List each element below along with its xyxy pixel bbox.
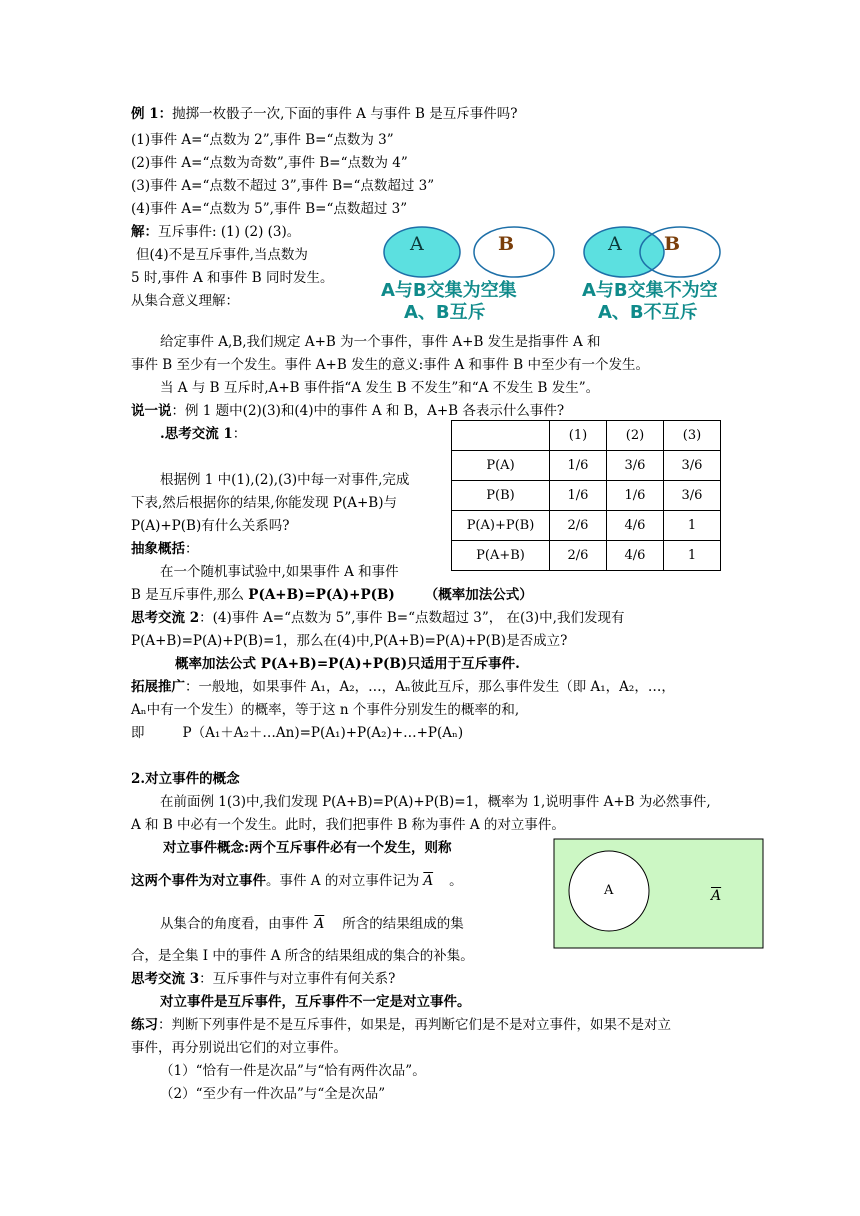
think-3-conclusion: 对立事件是互斥事件，互斥事件不一定是对立事件。 (160, 994, 471, 1010)
venn-1-caption-2: A、B互斥 (404, 302, 486, 323)
think-1-heading: .思考交流 1： (160, 426, 247, 442)
table-header: (2) (607, 421, 664, 451)
table-cell: 1/6 (550, 451, 607, 481)
solution-line-3: 5 时,事件 A 和事件 B 同时发生。 (131, 270, 334, 286)
example-1-label: 例 1： (131, 106, 173, 122)
table-cell: 2/6 (550, 511, 607, 541)
probability-table (451, 420, 721, 571)
extend-label: 拓展推广 (131, 679, 185, 695)
venn-diagram-overlap (578, 222, 768, 288)
a-complement-symbol: $\overline{A}$ (423, 873, 434, 889)
table-row (452, 481, 721, 511)
table-cell: 1 (664, 511, 721, 541)
addition-formula: P(A+B)=P(A)+P(B) (248, 587, 395, 603)
def-sum-line-1: 给定事件 A,B,我们规定 A+B 为一个事件，事件 A+B 发生是指事件 A 和 (160, 334, 601, 350)
venn-1-label-a: A (410, 233, 424, 255)
abstract-line-1: 在一个随机事试验中,如果事件 A 和事件 (160, 564, 399, 580)
venn-diagram-disjoint (376, 222, 566, 288)
think-1-line-3: P(A)+P(B)有什么关系吗? (131, 518, 290, 534)
table-cell: P(B) (452, 481, 550, 511)
abstract-heading: 抽象概括： (131, 541, 199, 557)
table-cell: P(A)+P(B) (452, 511, 550, 541)
abstract-line-2: B 是互斥事件,那么 P(A+B)=P(A)+P(B) （概率加法公式） (131, 587, 533, 603)
table-cell: 3/6 (664, 481, 721, 511)
think-3-line: 思考交流 3：互斥事件与对立事件有何关系? (131, 971, 396, 987)
example-1-item-3: (3)事件 A=“点数不超过 3”,事件 B=“点数超过 3” (131, 178, 435, 194)
say-line (131, 405, 564, 419)
table-cell: 4/6 (607, 541, 664, 571)
complement-line-4: 合，是全集 I 中的事件 A 所含的结果组成的集合的补集。 (131, 948, 474, 964)
abstract-label: 抽象概括 (131, 541, 185, 557)
solution-label: 解： (131, 224, 158, 240)
table-cell: 1 (664, 541, 721, 571)
section-2-line-1: 在前面例 1(3)中,我们发现 P(A+B)=P(A)+P(B)=1，概率为 1,说明事件 A+B 为必然事件, (160, 794, 711, 810)
think-1-line-1: 根据例 1 中(1),(2),(3)中每一对事件,完成 (160, 472, 410, 488)
think-3-label: 思考交流 3 (131, 971, 200, 987)
solution-line-1 (131, 226, 300, 240)
think-2-line-1: 思考交流 2：(4)事件 A=“点数为 5”,事件 B=“点数超过 3”， 在(3)中,我们发现有 (131, 610, 625, 626)
extend-line-1: 拓展推广：一般地，如果事件 A₁，A₂，…，Aₙ彼此互斥，那么事件发生（即 A₁，A₂，…， (131, 679, 675, 695)
example-1-item-4: (4)事件 A=“点数为 5”,事件 B=“点数超过 3” (131, 201, 408, 217)
example-1-question: 抛掷一枚骰子一次,下面的事件 A 与事件 B 是互斥事件吗? (172, 106, 518, 122)
exercise-line-2: 事件，再分别说出它们的对立事件。 (131, 1040, 347, 1056)
a-complement-symbol: $\overline{A}$ (314, 916, 325, 932)
table-cell: 3/6 (664, 451, 721, 481)
general-addition-formula: P（A₁＋A₂＋…An)=P(A₁)+P(A₂)+…+P(Aₙ) (182, 725, 464, 741)
solution-line-4: 从集合意义理解： (131, 293, 239, 309)
section-2-title: 2.对立事件的概念 (131, 771, 240, 787)
table-row (452, 451, 721, 481)
say-text: ：例 1 题中(2)(3)和(4)中的事件 A 和 B，A+B 各表示什么事件? (171, 403, 565, 419)
exercise-line-1: 练习：判断下列事件是不是互斥事件，如果是，再判断它们是不是对立事件，如果不是对立 (131, 1017, 671, 1033)
solution-line-2: 但(4)不是互斥事件,当点数为 (136, 247, 308, 263)
example-1-item-2: (2)事件 A=“点数为奇数”,事件 B=“点数为 4” (131, 155, 408, 171)
exercise-item-1: （1）“恰有一件是次品”与“恰有两件次品”。 (160, 1063, 426, 1079)
venn-2-label-b: B (664, 233, 681, 255)
venn-1-caption-1: A与B交集为空集 (381, 280, 517, 301)
exercise-item-2: （2）“至少有一件次品”与“全是次品” (160, 1086, 386, 1102)
section-2-line-2: A 和 B 中必有一个发生。此时，我们把事件 B 称为事件 A 的对立事件。 (131, 817, 565, 833)
think-2-conclusion: 概率加法公式 P(A+B)=P(A)+P(B)只适用于互斥事件. (175, 656, 520, 672)
def-sum-line-3: 当 A 与 B 互斥时,A+B 事件指“A 发生 B 不发生”和“A 不发生 B 发生”。 (160, 380, 600, 396)
complement-line-2: 这两个事件为对立事件。事件 A 的对立事件记为 $\overline{A}$ 。 (131, 873, 463, 889)
venn-2-caption-2: A、B不互斥 (598, 302, 698, 323)
venn-2-caption-1: A与B交集不为空 (582, 280, 718, 301)
exercise-label: 练习 (131, 1017, 158, 1033)
think-1-line-2: 下表,然后根据你的结果,你能发现 P(A+B)与 (131, 495, 397, 511)
diagram-label-a-complement: $\overline{A}$ (711, 888, 722, 904)
table-row (452, 541, 721, 571)
think-1-label: .思考交流 1 (160, 426, 233, 442)
table-cell: 4/6 (607, 511, 664, 541)
table-row (452, 511, 721, 541)
table-header: (3) (664, 421, 721, 451)
complement-concept: 对立事件概念:两个互斥事件必有一个发生，则称 (163, 840, 452, 856)
venn-1-label-b: B (498, 233, 515, 255)
table-header: (1) (550, 421, 607, 451)
def-sum-line-2: 事件 B 至少有一个发生。事件 A+B 发生的意义:事件 A 和事件 B 中至少有一个发生。 (131, 357, 649, 373)
table-cell (452, 421, 550, 451)
say-label: 说一说 (131, 403, 172, 419)
extend-line-3: 即 P（A₁＋A₂＋…An)=P(A₁)+P(A₂)+…+P(Aₙ) (131, 725, 464, 741)
solution-text-1: 互斥事件: (1) (2) (3)。 (158, 224, 301, 240)
table-cell: 1/6 (550, 481, 607, 511)
addition-formula-note: （概率加法公式） (424, 587, 533, 603)
example-1-item-1: (1)事件 A=“点数为 2”,事件 B=“点数为 3” (131, 132, 394, 148)
example-1-title (131, 108, 517, 122)
table-cell: 1/6 (607, 481, 664, 511)
table-cell: 3/6 (607, 451, 664, 481)
think-2-label: 思考交流 2 (131, 610, 200, 626)
complement-line-3: 从集合的角度看，由事件 $\overline{A}$ 所含的结果组成的集 (160, 916, 464, 932)
table-cell: 2/6 (550, 541, 607, 571)
table-cell: P(A+B) (452, 541, 550, 571)
extend-line-2: Aₙ中有一个发生）的概率，等于这 n 个事件分别发生的概率的和, (131, 702, 520, 718)
table-row (452, 421, 721, 451)
venn-2-label-a: A (608, 233, 622, 255)
table-cell: P(A) (452, 451, 550, 481)
complement-set-diagram (553, 838, 765, 950)
think-2-line-2: P(A+B)=P(A)+P(B)=1，那么在(4)中,P(A+B)=P(A)+P(B)是否成立? (131, 633, 568, 649)
diagram-label-a: A (604, 883, 614, 898)
